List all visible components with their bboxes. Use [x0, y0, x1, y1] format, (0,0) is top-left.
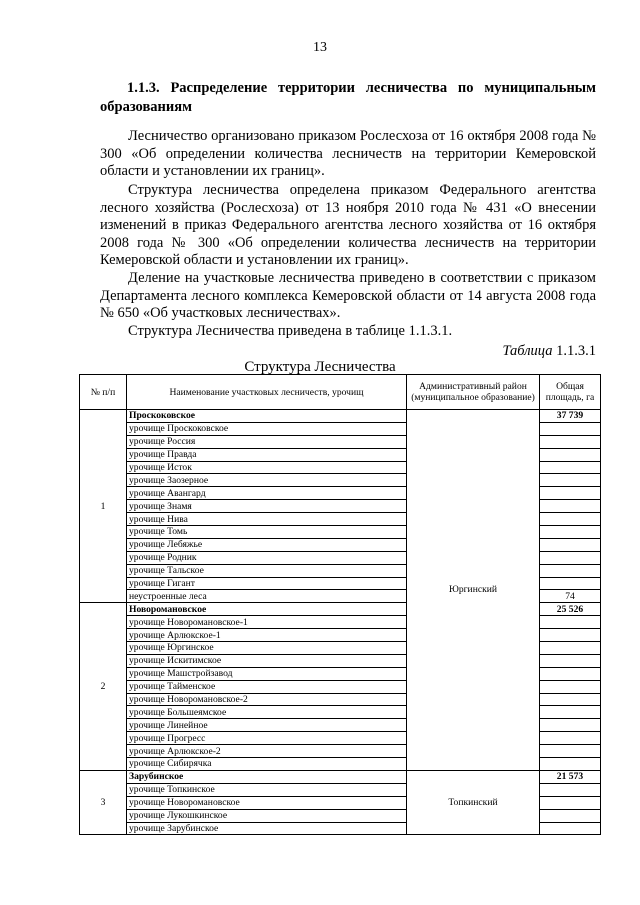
- tract-name: урочище Арлюкское-2: [127, 745, 407, 758]
- table-caption: [503, 343, 596, 360]
- district-cell: Юргинский: [407, 410, 540, 771]
- paragraph-4: Структура Лесничества приведена в таблице 1.1.3.1.: [128, 323, 453, 339]
- tract-name: урочище Машстройзавод: [127, 667, 407, 680]
- tract-name: неустроенные леса: [127, 590, 407, 603]
- tract-area: [540, 642, 601, 655]
- tract-area: [540, 783, 601, 796]
- tract-name: урочище Новоромановское-1: [127, 616, 407, 629]
- table-caption-label: Таблица: [502, 343, 553, 359]
- tract-name: урочище Заозерное: [127, 474, 407, 487]
- paragraph-3: Деление на участковые лесничества приведено в соответствии с приказом Департамента лесного комплекса Кемеровской области от 14 августа 2008 года № 650 «Об участковых лесничествах».: [100, 270, 596, 322]
- tract-name: урочище Искитимское: [127, 654, 407, 667]
- tract-area: [540, 487, 601, 500]
- tract-area: [540, 448, 601, 461]
- tract-area: [540, 732, 601, 745]
- forestry-area: 25 526: [540, 603, 601, 616]
- tract-name: урочище Линейное: [127, 719, 407, 732]
- tract-name: урочище Гигант: [127, 577, 407, 590]
- tract-name: урочище Юргинское: [127, 642, 407, 655]
- tract-area: [540, 564, 601, 577]
- header-num: № п/п: [80, 375, 127, 410]
- paragraph-2: Структура лесничества определена приказом Федерального агентства лесного хозяйства (Рослесхоза) от 13 ноября 2010 года № 431 «О внесении изменений в приказ Федерального агентства лесного хозяйства от 16 октября 2008 года № 300 «Об определении количества лесничеств на территории Кемеровской области и установлении их границ».: [100, 182, 596, 269]
- tract-area: [540, 513, 601, 526]
- tract-name: урочище Новоромановское: [127, 796, 407, 809]
- table-header-row: [80, 375, 601, 410]
- district-cell: Топкинский: [407, 770, 540, 834]
- tract-name: урочище Знамя: [127, 500, 407, 513]
- tract-area: [540, 500, 601, 513]
- tract-area: [540, 616, 601, 629]
- tract-name: урочище Прогресс: [127, 732, 407, 745]
- tract-area: [540, 526, 601, 539]
- forestry-name: Проскоковское: [127, 410, 407, 423]
- tract-name: урочище Авангард: [127, 487, 407, 500]
- tract-name: урочище Зарубинское: [127, 822, 407, 835]
- tract-name: урочище Арлюкское-1: [127, 629, 407, 642]
- section-heading-text: 1.1.3. Распределение территории лесничества по муниципальным образованиям: [100, 80, 596, 115]
- paragraph-1: Лесничество организовано приказом Рослесхоза от 16 октября 2008 года № 300 «Об определении количества лесничеств на территории Кемеровской области и установлении их границ».: [100, 128, 596, 180]
- tract-area: [540, 435, 601, 448]
- tract-area: [540, 680, 601, 693]
- header-name: Наименование участковых лесничеств, урочищ: [127, 375, 407, 410]
- tract-name: урочище Лукошкинское: [127, 809, 407, 822]
- forestry-name: Зарубинское: [127, 770, 407, 783]
- table-row: [80, 770, 601, 783]
- tract-name: урочище Сибирячка: [127, 758, 407, 771]
- forestry-area: 21 573: [540, 770, 601, 783]
- tract-area: [540, 796, 601, 809]
- tract-name: урочище Топкинское: [127, 783, 407, 796]
- page-number: 13: [313, 40, 327, 55]
- tract-name: урочище Большеямское: [127, 706, 407, 719]
- group-number: 2: [80, 603, 127, 771]
- tract-name: урочище Тальское: [127, 564, 407, 577]
- tract-area: [540, 474, 601, 487]
- header-district: Административный район (муниципальное образование): [407, 375, 540, 410]
- tract-area: [540, 706, 601, 719]
- tract-name: урочище Нива: [127, 513, 407, 526]
- table-row: [80, 410, 601, 423]
- tract-area: 74: [540, 590, 601, 603]
- header-area: Общая площадь, га: [540, 375, 601, 410]
- tract-area: [540, 745, 601, 758]
- tract-name: урочище Лебяжье: [127, 538, 407, 551]
- tract-area: [540, 629, 601, 642]
- tract-name: урочище Исток: [127, 461, 407, 474]
- tract-name: урочище Родник: [127, 551, 407, 564]
- table-caption-number: 1.1.3.1: [556, 343, 596, 359]
- tract-area: [540, 654, 601, 667]
- structure-table: [79, 374, 601, 835]
- tract-name: урочище Правда: [127, 448, 407, 461]
- tract-area: [540, 758, 601, 771]
- tract-area: [540, 809, 601, 822]
- group-number: 3: [80, 770, 127, 834]
- forestry-name: Новоромановское: [127, 603, 407, 616]
- tract-area: [540, 422, 601, 435]
- table-title: Структура Лесничества: [244, 359, 396, 375]
- tract-area: [540, 461, 601, 474]
- tract-name: урочище Томь: [127, 526, 407, 539]
- tract-name: урочище Новоромановское-2: [127, 693, 407, 706]
- tract-area: [540, 538, 601, 551]
- tract-area: [540, 551, 601, 564]
- tract-name: урочище Россия: [127, 435, 407, 448]
- tract-name: урочище Проскоковское: [127, 422, 407, 435]
- tract-area: [540, 667, 601, 680]
- group-number: 1: [80, 410, 127, 603]
- tract-name: урочище Тайменское: [127, 680, 407, 693]
- tract-area: [540, 577, 601, 590]
- tract-area: [540, 822, 601, 835]
- tract-area: [540, 719, 601, 732]
- forestry-area: 37 739: [540, 410, 601, 423]
- section-heading: [100, 79, 596, 117]
- tract-area: [540, 693, 601, 706]
